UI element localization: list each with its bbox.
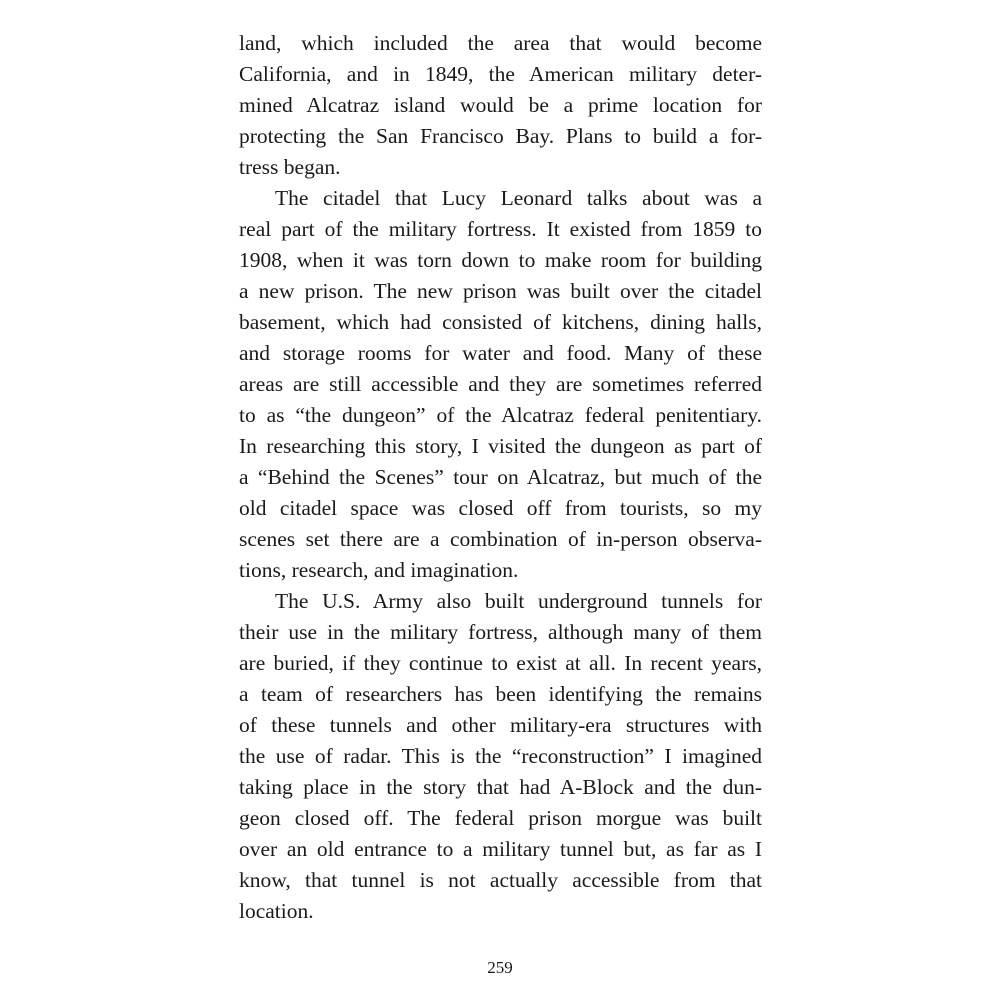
text-line: scenes set there are a combination of in-person observa- xyxy=(239,527,762,551)
body-text xyxy=(239,28,762,927)
page-number: 259 xyxy=(487,958,513,977)
text-line: location. xyxy=(239,899,314,923)
text-line: protecting the San Francisco Bay. Plans to build a for- xyxy=(239,124,762,148)
text-line: 1908, when it was torn down to make room for building xyxy=(239,248,762,272)
text-line: tress began. xyxy=(239,155,341,179)
text-line: areas are still accessible and they are sometimes referred xyxy=(239,372,762,396)
text-line: California, and in 1849, the American military deter- xyxy=(239,62,762,86)
text-line: to as “the dungeon” of the Alcatraz federal penitentiary. xyxy=(239,403,762,427)
text-line: The U.S. Army also built underground tunnels for xyxy=(275,589,762,613)
paragraph-3 xyxy=(239,586,762,927)
text-line: land, which included the area that would become xyxy=(239,31,762,55)
text-line: tions, research, and imagination. xyxy=(239,558,519,582)
text-line: are buried, if they continue to exist at all. In recent years, xyxy=(239,651,762,675)
text-line: a “Behind the Scenes” tour on Alcatraz, but much of the xyxy=(239,465,762,489)
text-line: In researching this story, I visited the dungeon as part of xyxy=(239,434,762,458)
text-line: real part of the military fortress. It existed from 1859 to xyxy=(239,217,762,241)
text-line: and storage rooms for water and food. Many of these xyxy=(239,341,762,365)
text-line: old citadel space was closed off from tourists, so my xyxy=(239,496,762,520)
text-line: of these tunnels and other military-era structures with xyxy=(239,713,762,737)
text-line: basement, which had consisted of kitchens, dining halls, xyxy=(239,310,762,334)
paragraph-2 xyxy=(239,183,762,586)
text-line: mined Alcatraz island would be a prime location for xyxy=(239,93,762,117)
text-line: over an old entrance to a military tunnel but, as far as I xyxy=(239,837,762,861)
text-line: a team of researchers has been identifying the remains xyxy=(239,682,762,706)
text-line: taking place in the story that had A-Block and the dun- xyxy=(239,775,762,799)
text-line: know, that tunnel is not actually accessible from that xyxy=(239,868,762,892)
text-line: geon closed off. The federal prison morgue was built xyxy=(239,806,762,830)
paragraph-1 xyxy=(239,28,762,183)
text-line: The citadel that Lucy Leonard talks about was a xyxy=(275,186,762,210)
text-line: their use in the military fortress, although many of them xyxy=(239,620,762,644)
text-line: the use of radar. This is the “reconstruction” I imagined xyxy=(239,744,762,768)
text-line: a new prison. The new prison was built over the citadel xyxy=(239,279,762,303)
